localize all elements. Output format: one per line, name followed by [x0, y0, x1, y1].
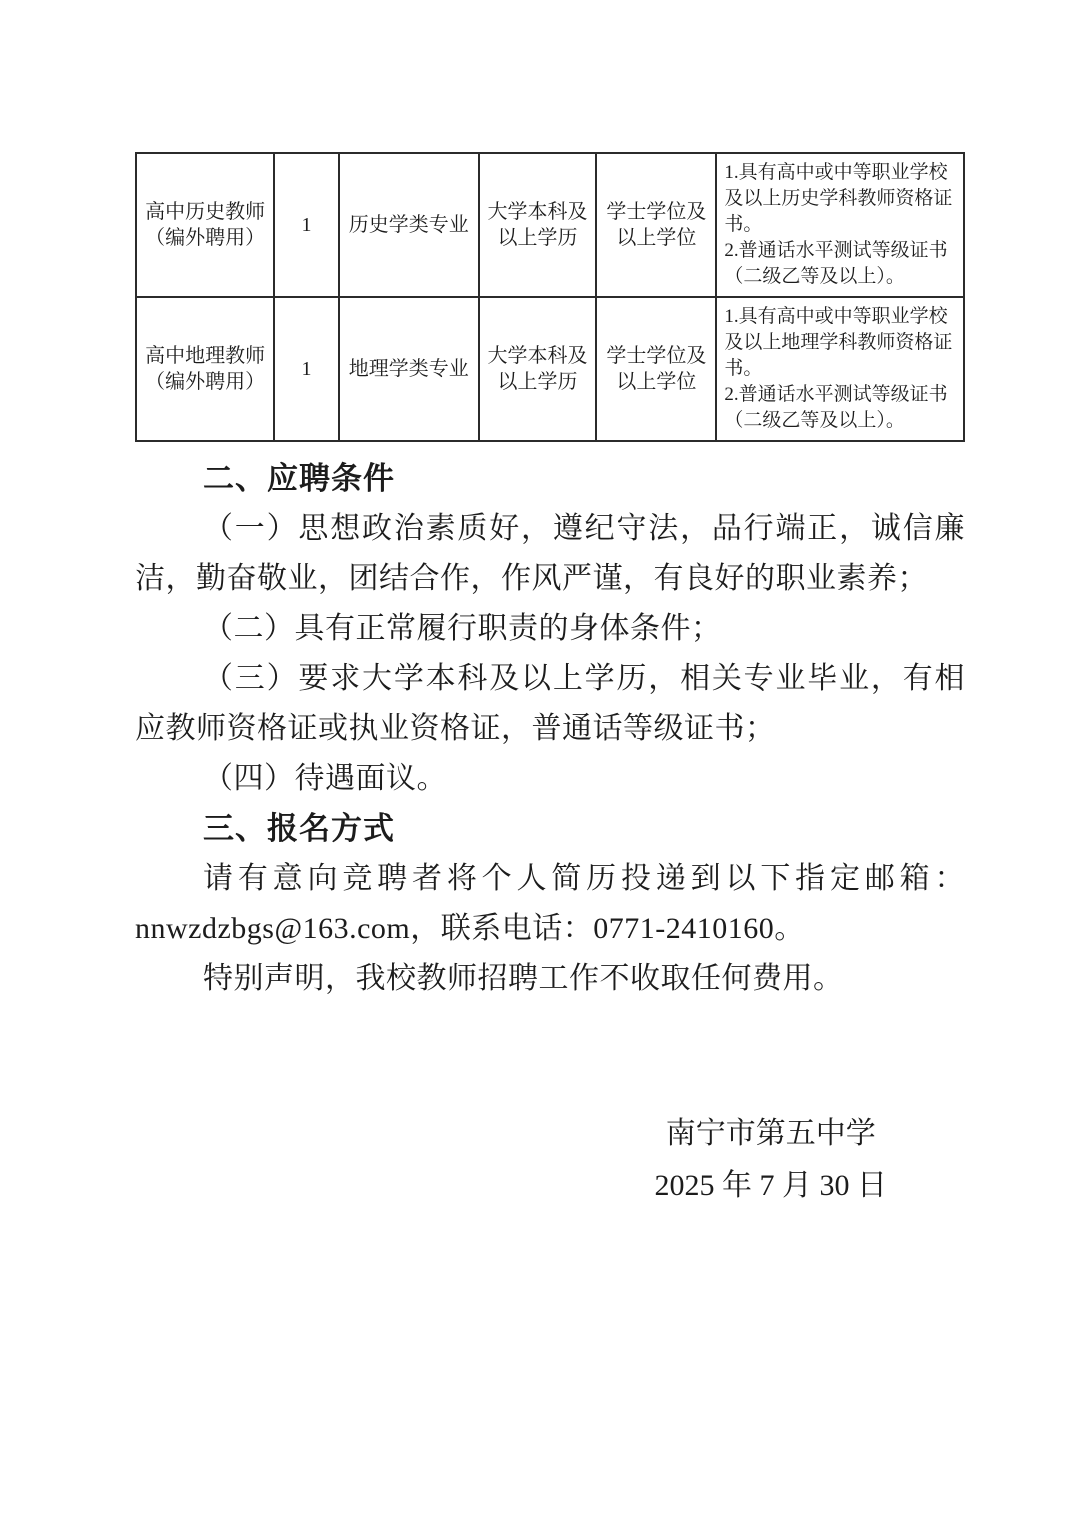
- major-cell: 地理学类专业: [339, 297, 479, 441]
- headcount-cell: 1: [274, 297, 339, 441]
- education-cell: 大学本科及以上学历: [479, 297, 597, 441]
- requirement-item: 1.具有高中或中等职业学校及以上历史学科教师资格证书。: [724, 162, 953, 235]
- headcount-cell: 1: [274, 153, 339, 297]
- disclaimer-paragraph: 特别声明，我校教师招聘工作不收取任何费用。: [203, 962, 844, 995]
- table-row-geography-teacher: [136, 297, 964, 441]
- condition-item-4: （四）待遇面议。: [203, 762, 447, 795]
- degree-cell: 学士学位及以上学位: [596, 153, 716, 297]
- requirement-item: 2.普通话水平测试等级证书（二级乙等及以上）。: [724, 240, 948, 287]
- condition-item-1: （一）思想政治素质好，遵纪守法，品行端正，诚信廉洁，勤奋敬业，团结合作，作风严谨，有良好的职业素养；: [135, 512, 965, 595]
- major-cell: 历史学类专业: [339, 153, 479, 297]
- table-row-history-teacher: [136, 153, 964, 297]
- section-heading-apply: 三、报名方式: [203, 811, 395, 846]
- condition-item-2: （二）具有正常履行职责的身体条件；: [203, 612, 722, 645]
- position-cell: 高中历史教师（编外聘用）: [136, 153, 274, 297]
- requirement-item: 2.普通话水平测试等级证书（二级乙等及以上）。: [724, 384, 948, 431]
- section-heading-conditions: 二、应聘条件: [203, 461, 395, 496]
- apply-instructions-paragraph: 请有意向竞聘者将个人简历投递到以下指定邮箱：nnwzdzbgs@163.com，联系电话：0771-2410160。: [135, 862, 965, 945]
- degree-cell: 学士学位及以上学位: [596, 297, 716, 441]
- recruitment-table: [135, 152, 965, 442]
- signature-date: 2025 年 7 月 30 日: [654, 1169, 887, 1202]
- requirements-cell: [716, 297, 964, 441]
- condition-item-3: （三）要求大学本科及以上学历，相关专业毕业，有相应教师资格证或执业资格证，普通话等级证书；: [135, 662, 965, 745]
- signature-block: [655, 1108, 888, 1212]
- position-cell: 高中地理教师（编外聘用）: [136, 297, 274, 441]
- requirements-cell: [716, 153, 964, 297]
- requirement-item: 1.具有高中或中等职业学校及以上地理学科教师资格证书。: [724, 306, 953, 379]
- signature-school-name: 南宁市第五中学: [665, 1117, 876, 1150]
- education-cell: 大学本科及以上学历: [479, 153, 597, 297]
